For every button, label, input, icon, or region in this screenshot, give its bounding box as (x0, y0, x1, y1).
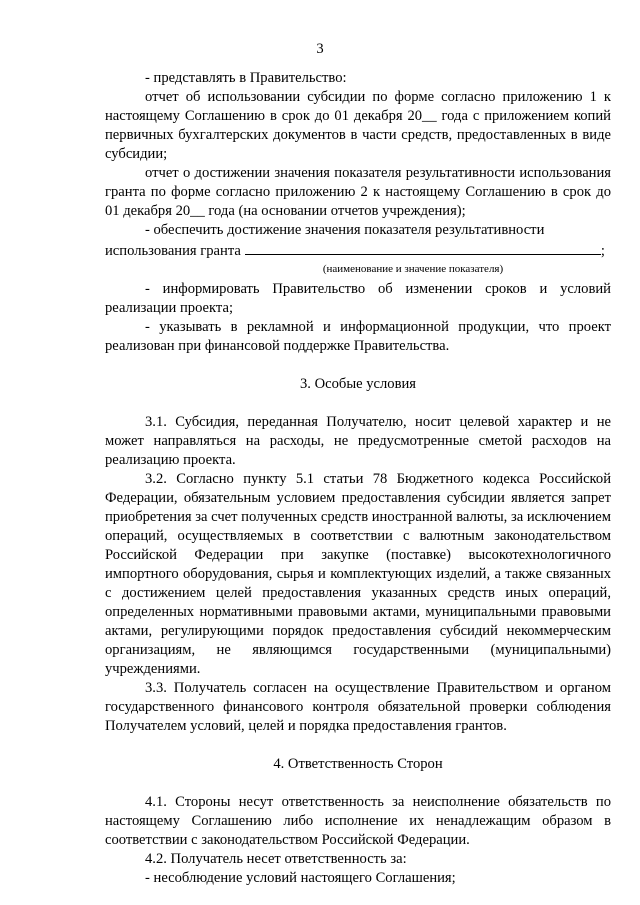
indicator-blank (245, 240, 601, 255)
grant-line-prefix: использования гранта (105, 243, 241, 259)
obligation-usage-report: отчет об использовании субсидии по форме согласно приложению 1 к настоящему Соглашению в срок до 01 декабря 20__ года с приложением копий первичных бухгалтерских документов в части средств, предоставленных в виде субсидии; (105, 89, 611, 162)
section-3-heading: 3. Особые условия (299, 376, 417, 392)
document-body (105, 69, 611, 888)
obligation-inform: - информировать Правительство об изменении сроков и условий реализации проекта; (105, 281, 611, 316)
page-number: 3 (316, 41, 324, 57)
section-3-paragraph: 3.3. Получатель согласен на осуществление Правительством и органом государственного финансового контроля обязательной проверки соблюдения Получателем условий, целей и порядка предоставления грантов. (105, 680, 611, 734)
grant-line-suffix: ; (600, 243, 605, 259)
section-4-heading: 4. Ответственность Сторон (273, 756, 443, 772)
obligation-ensure-indicator: - обеспечить достижение значения показателя результативности (145, 222, 545, 238)
obligation-header: - представлять в Правительство: (145, 70, 347, 86)
grant-indicator-line (105, 240, 611, 261)
section-3-paragraph: 3.1. Субсидия, переданная Получателю, носит целевой характер и не может направляться на расходы, не предусмотренные сметой расходов на реализацию проекта. (105, 414, 611, 468)
obligation-results-report: отчет о достижении значения показателя результативности использования гранта по форме согласно приложению 2 к настоящему Соглашению в срок до 01 декабря 20__ года (на основании отчетов учреждения); (105, 165, 611, 219)
section-3-paragraph: 3.2. Согласно пункту 5.1 статьи 78 Бюджетного кодекса Российской Федерации, обязательным условием предоставления субсидии является запрет приобретения за счет полученных средств иностранной валюты, за исключением операций, осуществляемых в соответствии с валютным законодательством Российской Федерации при закупке (поставке) высокотехнологичного импортного оборудования, сырья и комплектующих изделий, а также связанных с достижением целей предоставления указанных средств иных операций, определенных нормативными правовыми актами, муниципальными правовыми актами, регулирующими порядок предоставления субсидий некоммерческим организациям, не являющимся государственными (муниципальными) учреждениями. (105, 471, 612, 677)
indicator-caption: (наименование и значение показателя) (322, 263, 504, 275)
section-4-paragraph: 4.1. Стороны несут ответственность за неисполнение обязательств по настоящему Соглашению либо исполнение их ненадлежащим образом в соответствии с законодательством Российской Федерации. (105, 794, 611, 848)
section-4-paragraph: 4.2. Получатель несет ответственность за: (145, 851, 407, 867)
obligation-advertising: - указывать в рекламной и информационной продукции, что проект реализован при финансовой поддержке Правительства. (105, 319, 611, 354)
section-4-paragraph: - несоблюдение условий настоящего Соглашения; (145, 870, 456, 886)
